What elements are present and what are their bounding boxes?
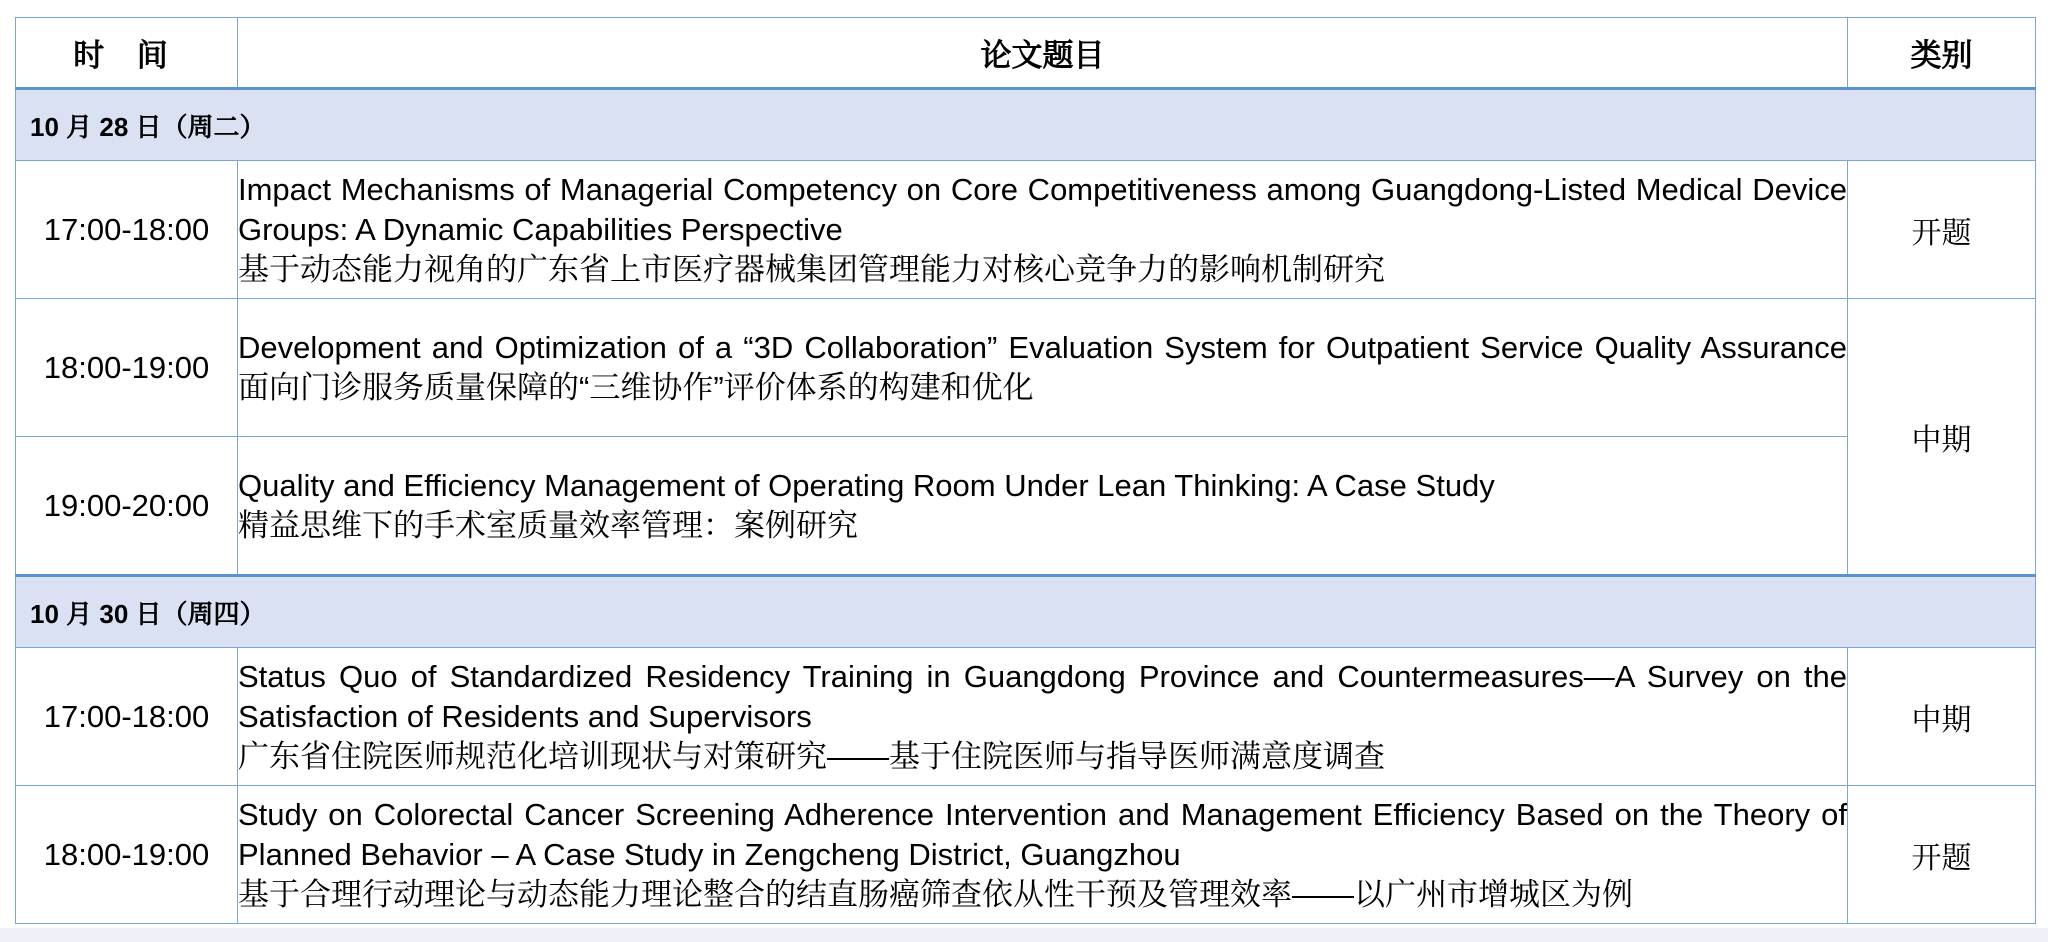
- table-row: [16, 161, 2036, 299]
- paper-title-en: Status Quo of Standardized Residency Training in Guangdong Province and Countermeasures—A Survey on the Satisfaction of Residents and Supervisors: [238, 658, 1847, 734]
- time-cell: 17:00-18:00: [16, 161, 238, 299]
- time-cell: 18:00-19:00: [16, 299, 238, 437]
- category-cell: 开题: [1848, 161, 2036, 299]
- time-cell: 17:00-18:00: [16, 648, 238, 786]
- paper-title-en: Quality and Efficiency Management of Operating Room Under Lean Thinking: A Case Study: [238, 467, 1495, 503]
- schedule-table: [15, 17, 2036, 924]
- header-title: 论文题目: [238, 18, 1848, 89]
- paper-title-zh: 精益思维下的手术室质量效率管理：案例研究: [238, 507, 858, 543]
- paper-title-zh: 基于合理行动理论与动态能力理论整合的结直肠癌筛查依从性干预及管理效率——以广州市增城区为例: [238, 876, 1633, 912]
- header-category: 类别: [1848, 18, 2036, 89]
- table-header-row: [16, 18, 2036, 89]
- paper-title-zh: 广东省住院医师规范化培训现状与对策研究——基于住院医师与指导医师满意度调查: [238, 738, 1385, 774]
- paper-title-cell: [238, 437, 1848, 576]
- paper-title-cell: [238, 648, 1848, 786]
- paper-title-en: Development and Optimization of a “3D Collaboration” Evaluation System for Outpatient Service Quality Assurance: [238, 329, 1847, 365]
- paper-title-cell: [238, 299, 1848, 437]
- paper-title-cell: [238, 161, 1848, 299]
- header-time: 时 间: [16, 18, 238, 89]
- page-bottom-band: [0, 928, 2048, 942]
- table-row: [16, 786, 2036, 924]
- category-cell: 中期: [1848, 299, 2036, 576]
- category-cell: 中期: [1848, 648, 2036, 786]
- date-label: 10 月 30 日（周四）: [16, 576, 2036, 648]
- paper-title-cell: [238, 786, 1848, 924]
- table-row: [16, 648, 2036, 786]
- table-row: [16, 437, 2036, 576]
- paper-title-zh: 面向门诊服务质量保障的“三维协作”评价体系的构建和优化: [238, 369, 1034, 405]
- date-row-oct-28: [16, 89, 2036, 161]
- date-label: 10 月 28 日（周二）: [16, 89, 2036, 161]
- time-cell: 19:00-20:00: [16, 437, 238, 576]
- paper-title-en-container: [238, 328, 1847, 408]
- category-cell: 开题: [1848, 786, 2036, 924]
- table-row: [16, 299, 2036, 437]
- time-cell: 18:00-19:00: [16, 786, 238, 924]
- paper-title-zh: 基于动态能力视角的广东省上市医疗器械集团管理能力对核心竞争力的影响机制研究: [238, 251, 1385, 287]
- paper-title-en: Impact Mechanisms of Managerial Competency on Core Competitiveness among Guangdong-Listed Medical Device Groups: A Dynamic Capabilities Perspective: [238, 171, 1847, 247]
- date-row-oct-30: [16, 576, 2036, 648]
- paper-title-en: Study on Colorectal Cancer Screening Adherence Intervention and Management Efficiency Based on the Theory of Planned Behavior – A Case Study in Zengcheng District, Guangzhou: [238, 796, 1847, 872]
